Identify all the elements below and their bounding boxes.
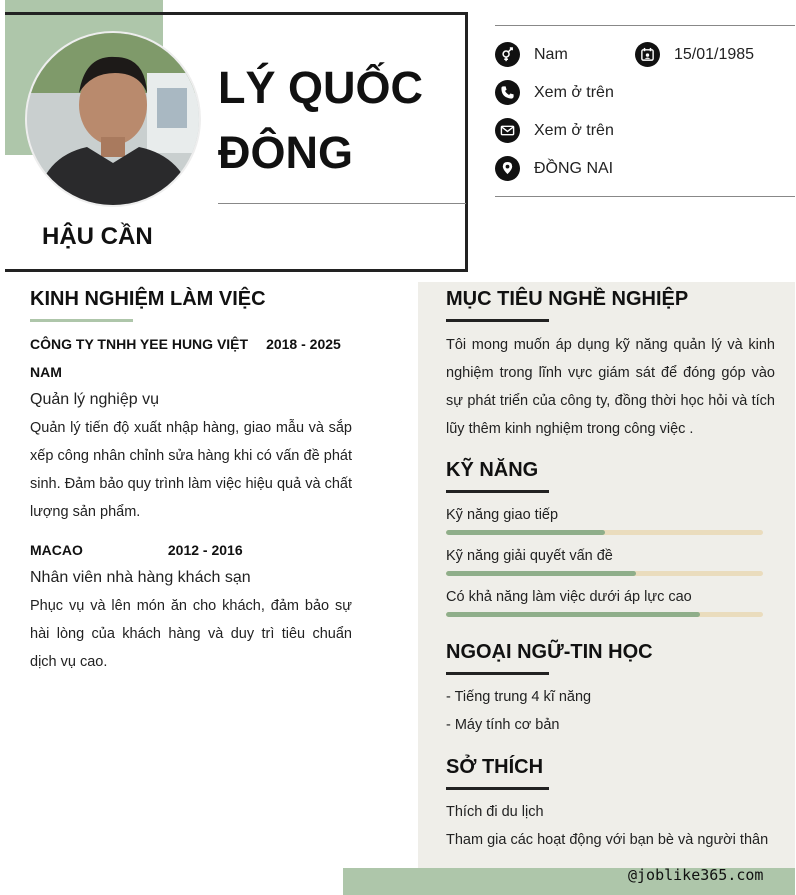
skill-2-fill xyxy=(446,571,636,576)
job-2-description: Phục vụ và lên món ăn cho khách, đảm bảo sự hài lòng của khách hàng và duy trì tiêu chuẩn dịch vụ cao. xyxy=(30,598,352,670)
hobby-item-1: Thích đi du lịch xyxy=(446,804,544,820)
avatar xyxy=(25,31,201,207)
candidate-name xyxy=(218,55,458,185)
name-line-1: LÝ QUỐC xyxy=(218,62,424,113)
objective-text: Tôi mong muốn áp dụng kỹ năng quản lý và kinh nghiệm trong lĩnh vực giám sát để đóng góp vào sự phát triển của công ty, đồng thời học hỏi và tích lũy thêm kinh nghiệm trong công việc . xyxy=(446,337,775,437)
hobby-item-2: Tham gia các hoạt động với bạn bè và người thân xyxy=(446,832,769,848)
experience-title-bar xyxy=(30,319,133,322)
contact-divider-top xyxy=(495,25,795,26)
objective-title-bar xyxy=(446,319,549,322)
location-icon xyxy=(495,156,520,181)
job-1-description: Quản lý tiến độ xuất nhập hàng, giao mẫu và sắp xếp công nhân chỉnh sửa hàng khi có vấn đề phát sinh. Đảm bảo quy trình làm việc hiệu quả và chất lượng sản phẩm. xyxy=(30,420,352,520)
gender-value: Nam xyxy=(534,45,568,63)
hobbies-title-bar xyxy=(446,787,549,790)
calendar-icon xyxy=(635,42,660,67)
skill-3-bar xyxy=(446,612,763,617)
name-divider xyxy=(218,203,466,204)
job-entry-1 xyxy=(30,330,352,526)
footer-watermark: @joblike365.com xyxy=(628,866,764,884)
job-1-role: Quản lý nghiệp vụ xyxy=(30,391,159,408)
skills-title: KỸ NĂNG xyxy=(446,459,539,481)
job-2-period: 2012 - 2016 xyxy=(167,542,243,558)
skill-1-bar xyxy=(446,530,763,535)
name-line-2: ĐÔNG xyxy=(218,127,353,178)
skill-3-fill xyxy=(446,612,700,617)
skills-title-bar xyxy=(446,490,549,493)
contact-email[interactable] xyxy=(495,118,614,143)
language-item-2: - Máy tính cơ bản xyxy=(446,717,560,733)
hobbies-title: SỞ THÍCH xyxy=(446,756,544,778)
languages-title-bar xyxy=(446,672,549,675)
skill-3-label: Có khả năng làm việc dưới áp lực cao xyxy=(446,589,692,605)
skill-2-label: Kỹ năng giải quyết vấn đề xyxy=(446,548,613,564)
objective-title: MỤC TIÊU NGHỀ NGHIỆP xyxy=(446,288,689,310)
email-value: Xem ở trên xyxy=(534,121,614,139)
job-1-period: 2018 - 2025 xyxy=(266,336,341,352)
contact-phone[interactable] xyxy=(495,80,614,105)
skill-2-bar xyxy=(446,571,763,576)
avatar-photo xyxy=(27,33,201,207)
address-value: ĐỒNG NAI xyxy=(534,159,614,177)
phone-icon xyxy=(495,80,520,105)
contact-address xyxy=(495,156,613,181)
skill-1-label: Kỹ năng giao tiếp xyxy=(446,507,559,523)
job-1-company: CÔNG TY TNHH YEE HUNG VIỆT xyxy=(30,336,249,352)
job-2-company: MACAO xyxy=(30,542,83,558)
language-item-1: - Tiếng trung 4 kĩ năng xyxy=(446,689,592,705)
contact-gender xyxy=(495,42,568,67)
contact-birthdate xyxy=(635,42,754,67)
job-2-role: Nhân viên nhà hàng khách sạn xyxy=(30,569,251,586)
job-1-company-cont: NAM xyxy=(30,364,62,380)
birthdate-value: 15/01/1985 xyxy=(674,45,755,63)
contact-divider-bottom xyxy=(495,196,795,197)
job-entry-2 xyxy=(30,536,352,676)
skill-1-fill xyxy=(446,530,605,535)
job-1-header xyxy=(30,330,352,358)
gender-icon xyxy=(495,42,520,67)
languages-title: NGOẠI NGỮ-TIN HỌC xyxy=(446,641,653,663)
phone-value: Xem ở trên xyxy=(534,83,614,101)
job-position: HẬU CẦN xyxy=(42,223,153,250)
job-2-header xyxy=(30,536,352,564)
experience-title: KINH NGHIỆM LÀM VIỆC xyxy=(30,288,266,310)
mail-icon xyxy=(495,118,520,143)
